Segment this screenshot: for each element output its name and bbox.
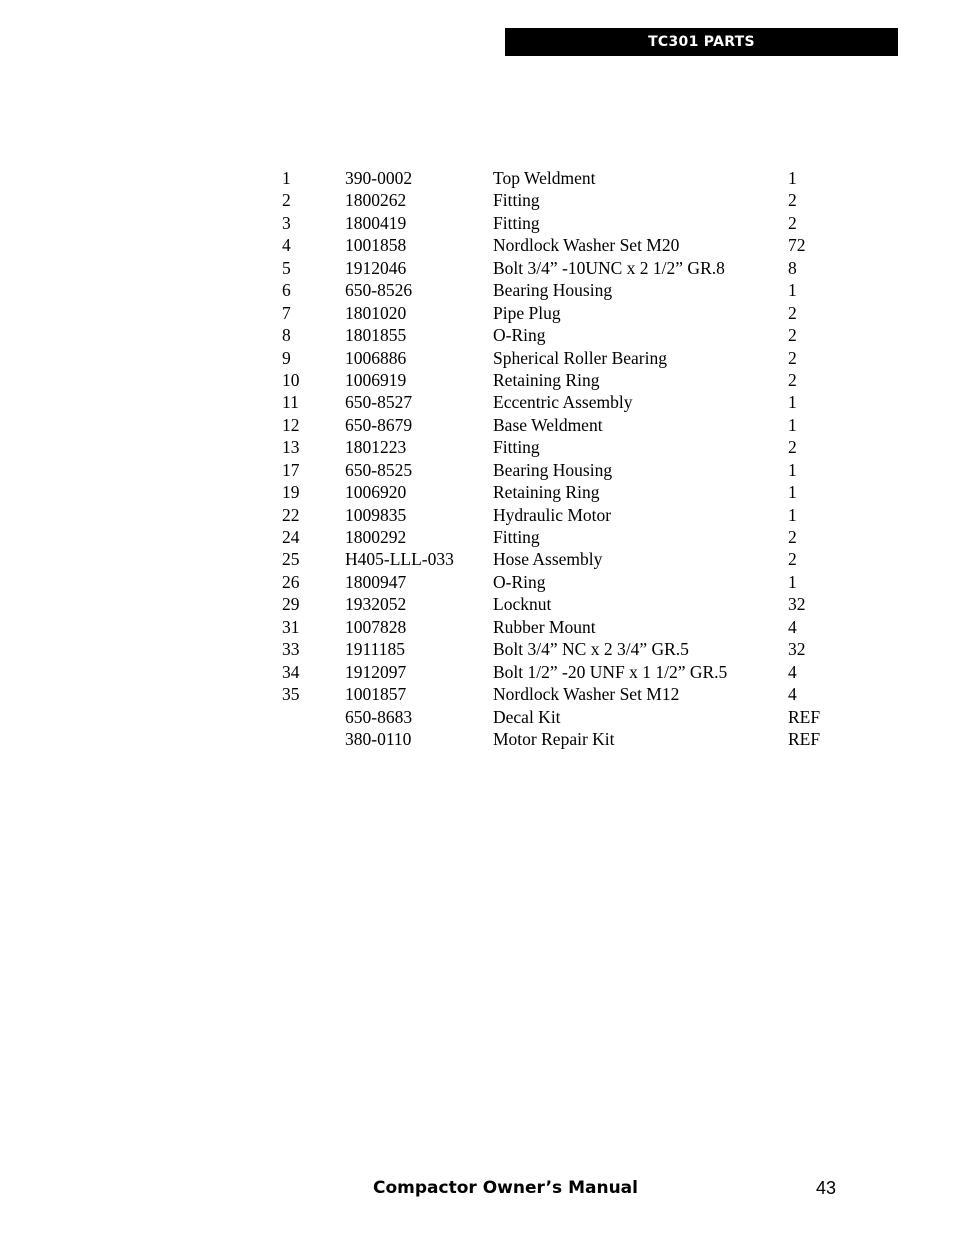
item-number: 22 <box>282 504 300 525</box>
part-number: 650-8526 <box>345 280 413 301</box>
footer-page-number: 43 <box>816 1178 837 1198</box>
part-number: 650-8527 <box>345 392 413 413</box>
part-number: 1007828 <box>345 616 407 637</box>
part-number: 1009835 <box>345 504 407 525</box>
part-description: Hydraulic Motor <box>493 504 612 525</box>
part-quantity: 1 <box>788 459 797 480</box>
parts-table-row <box>282 683 842 705</box>
parts-table-row <box>282 728 842 750</box>
part-quantity: 1 <box>788 482 797 503</box>
part-quantity: 1 <box>788 168 797 188</box>
part-number: 1006886 <box>345 347 407 368</box>
parts-table-row <box>282 638 842 660</box>
part-description: Fitting <box>493 527 540 547</box>
part-quantity: 4 <box>788 661 797 682</box>
item-number: 12 <box>282 414 300 435</box>
item-number: 9 <box>282 347 291 368</box>
part-number: 1911185 <box>345 639 405 660</box>
part-description: Bolt 1/2” -20 UNF x 1 1/2” GR.5 <box>493 661 728 682</box>
part-quantity: 2 <box>788 549 797 570</box>
part-number: 1800292 <box>345 527 407 547</box>
parts-table-row <box>282 212 842 234</box>
item-number: 35 <box>282 684 300 705</box>
footer-manual-title: Compactor Owner’s Manual <box>373 1178 638 1198</box>
parts-table-row <box>282 459 842 481</box>
item-number: 5 <box>282 257 291 278</box>
item-number: 24 <box>282 527 300 547</box>
part-description: Bolt 3/4” NC x 2 3/4” GR.5 <box>493 639 689 660</box>
item-number: 2 <box>282 190 291 211</box>
item-number: 7 <box>282 302 291 323</box>
part-quantity: 32 <box>788 594 806 615</box>
part-quantity: 2 <box>788 212 797 233</box>
part-number: H405-LLL-033 <box>345 549 454 570</box>
part-quantity: 2 <box>788 302 797 323</box>
page-header-title: TC301 PARTS <box>648 34 755 50</box>
part-quantity: 2 <box>788 190 797 211</box>
part-number: 1006920 <box>345 482 407 503</box>
part-number: 1001858 <box>345 235 407 256</box>
part-number: 380-0110 <box>345 728 412 749</box>
item-number: 1 <box>282 168 291 188</box>
parts-table-row <box>282 347 842 369</box>
part-description: Motor Repair Kit <box>493 728 615 749</box>
part-quantity: 1 <box>788 414 797 435</box>
item-number: 4 <box>282 235 291 256</box>
parts-table-row <box>282 706 842 728</box>
part-number: 1912046 <box>345 257 407 278</box>
page-header-banner <box>505 28 898 56</box>
part-description: Bolt 3/4” -10UNC x 2 1/2” GR.8 <box>493 257 725 278</box>
part-description: Bearing Housing <box>493 459 613 480</box>
parts-table-row <box>282 571 842 593</box>
part-quantity: 2 <box>788 437 797 458</box>
item-number: 17 <box>282 459 300 480</box>
part-number: 1801855 <box>345 325 407 346</box>
part-number: 1932052 <box>345 594 407 615</box>
item-number: 11 <box>282 392 299 413</box>
parts-table-row <box>282 324 842 346</box>
part-description: O-Ring <box>493 325 546 346</box>
parts-table-row <box>282 616 842 638</box>
part-quantity: 4 <box>788 684 797 705</box>
item-number: 13 <box>282 437 300 458</box>
part-quantity: 4 <box>788 616 797 637</box>
part-number: 1800262 <box>345 190 407 211</box>
part-number: 1001857 <box>345 684 407 705</box>
item-number: 29 <box>282 594 300 615</box>
item-number: 10 <box>282 369 300 390</box>
item-number: 25 <box>282 549 300 570</box>
parts-table-row <box>282 189 842 211</box>
parts-table-row <box>282 436 842 458</box>
part-description: Base Weldment <box>493 414 603 435</box>
parts-table-row <box>282 257 842 279</box>
part-quantity: 72 <box>788 235 806 256</box>
parts-table-row <box>282 481 842 503</box>
parts-list-table <box>282 167 842 750</box>
item-number: 26 <box>282 571 300 592</box>
parts-table-row <box>282 593 842 615</box>
part-description: Nordlock Washer Set M20 <box>493 235 680 256</box>
item-number: 19 <box>282 482 300 503</box>
part-number: 650-8525 <box>345 459 413 480</box>
part-quantity: 2 <box>788 369 797 390</box>
parts-table-row <box>282 526 842 548</box>
part-description: Fitting <box>493 437 540 458</box>
part-description: Nordlock Washer Set M12 <box>493 684 680 705</box>
part-number: 1800947 <box>345 571 407 592</box>
part-description: Locknut <box>493 594 552 615</box>
part-number: 1912097 <box>345 661 407 682</box>
part-quantity: 8 <box>788 257 797 278</box>
part-quantity: 1 <box>788 392 797 413</box>
part-number: 650-8679 <box>345 414 413 435</box>
part-number: 1801223 <box>345 437 407 458</box>
part-number: 650-8683 <box>345 706 413 727</box>
part-description: Bearing Housing <box>493 280 613 301</box>
part-quantity: REF <box>788 706 821 727</box>
part-description: Retaining Ring <box>493 482 600 503</box>
parts-table-row <box>282 661 842 683</box>
part-quantity: REF <box>788 728 821 749</box>
parts-table-row <box>282 369 842 391</box>
parts-table-row <box>282 302 842 324</box>
part-quantity: 1 <box>788 280 797 301</box>
part-description: Top Weldment <box>493 168 596 188</box>
item-number: 31 <box>282 616 300 637</box>
part-quantity: 1 <box>788 571 797 592</box>
part-number: 1801020 <box>345 302 407 323</box>
item-number: 6 <box>282 280 291 301</box>
parts-table-row <box>282 391 842 413</box>
part-number: 390-0002 <box>345 168 413 188</box>
parts-table-row <box>282 167 842 189</box>
part-description: Eccentric Assembly <box>493 392 633 413</box>
part-description: Fitting <box>493 212 540 233</box>
part-number: 1800419 <box>345 212 407 233</box>
item-number: 34 <box>282 661 300 682</box>
part-quantity: 2 <box>788 527 797 547</box>
parts-table-row <box>282 504 842 526</box>
parts-table-row <box>282 548 842 570</box>
part-quantity: 2 <box>788 347 797 368</box>
part-quantity: 32 <box>788 639 806 660</box>
part-quantity: 1 <box>788 504 797 525</box>
item-number: 8 <box>282 325 291 346</box>
parts-table-row <box>282 234 842 256</box>
part-description: Fitting <box>493 190 540 211</box>
part-number: 1006919 <box>345 369 407 390</box>
part-description: Decal Kit <box>493 706 561 727</box>
part-description: O-Ring <box>493 571 546 592</box>
item-number: 3 <box>282 212 291 233</box>
part-description: Spherical Roller Bearing <box>493 347 667 368</box>
part-description: Rubber Mount <box>493 616 596 637</box>
item-number: 33 <box>282 639 300 660</box>
part-quantity: 2 <box>788 325 797 346</box>
parts-table-row <box>282 279 842 301</box>
parts-table-row <box>282 414 842 436</box>
part-description: Pipe Plug <box>493 302 561 323</box>
part-description: Hose Assembly <box>493 549 603 570</box>
part-description: Retaining Ring <box>493 369 600 390</box>
